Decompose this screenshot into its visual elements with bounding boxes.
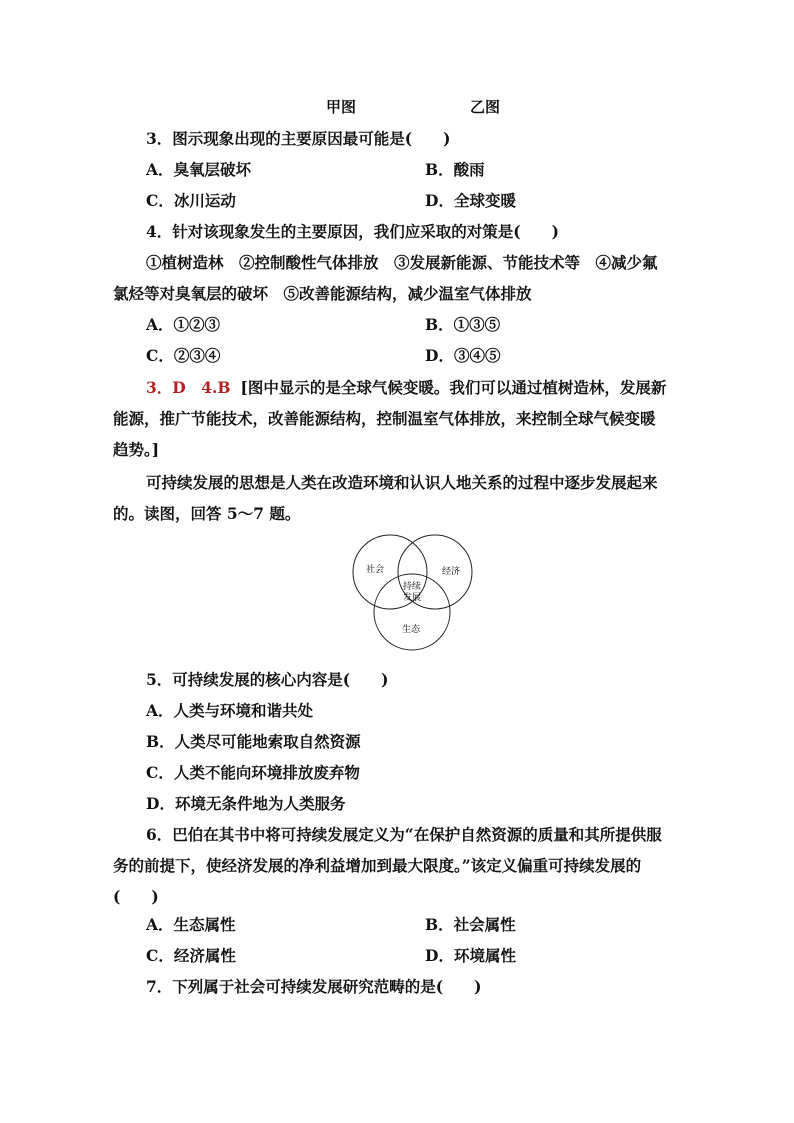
- q4-option-a: A．①②③: [146, 315, 221, 334]
- q6-line1: 6．巴伯在其书中将可持续发展定义为“在保护自然资源的质量和其所提供服: [146, 825, 662, 844]
- q6-option-d: D．环境属性: [425, 946, 516, 965]
- q3-option-c: C．冰川运动: [146, 191, 236, 210]
- label-center-2: 发展: [403, 593, 422, 603]
- q3-option-b: B．酸雨: [425, 160, 485, 179]
- q4-option-b: B．①③⑤: [425, 315, 501, 334]
- q3-option-d: D．全球变暖: [425, 191, 516, 210]
- q5-option-b: B．人类尽可能地索取自然资源: [146, 732, 361, 751]
- q3-stem: 3．图示现象出现的主要原因最可能是( ): [146, 129, 451, 148]
- q6-line3: ( ): [113, 887, 159, 906]
- caption-left: 甲图: [326, 98, 357, 116]
- q6-option-b: B．社会属性: [425, 915, 516, 934]
- label-economy: 经济: [442, 567, 461, 577]
- q4-items-line1: ①植树造林 ②控制酸性气体排放 ③发展新能源、节能技术等 ④减少氟: [146, 253, 658, 272]
- label-society: 社会: [366, 565, 385, 575]
- q5-stem: 5．可持续发展的核心内容是( ): [146, 670, 389, 689]
- q5-option-c: C．人类不能向环境排放废弃物: [146, 763, 360, 782]
- answer-34-line2: 能源，推广节能技术，改善能源结构，控制温室气体排放，来控制全球气候变暖: [113, 409, 656, 428]
- answer-34-line3: 趋势。]: [113, 440, 160, 459]
- q7-stem: 7．下列属于社会可持续发展研究范畴的是( ): [146, 977, 482, 996]
- venn-diagram: [346, 532, 480, 656]
- intro-line1: 可持续发展的思想是人类在改造环境和认识人地关系的过程中逐步发展起来: [146, 473, 658, 492]
- q6-line2: 务的前提下，使经济发展的净利益增加到最大限度。”该定义偏重可持续发展的: [113, 856, 642, 875]
- q5-option-a: A．人类与环境和谐共处: [146, 701, 314, 720]
- q6-option-c: C．经济属性: [146, 946, 236, 965]
- intro-line2: 的。读图，回答 5～7 题。: [113, 504, 301, 523]
- label-center-1: 持续: [403, 582, 422, 592]
- q4-items-line2: 氯烃等对臭氧层的破坏 ⑤改善能源结构，减少温室气体排放: [113, 284, 532, 303]
- q4-option-c: C．②③④: [146, 346, 221, 365]
- q5-option-d: D．环境无条件地为人类服务: [146, 794, 346, 813]
- caption-right: 乙图: [470, 98, 501, 116]
- answer-34-line1: [146, 378, 666, 398]
- q6-option-a: A．生态属性: [146, 915, 236, 934]
- q3-option-a: A．臭氧层破坏: [146, 160, 252, 179]
- answer-explanation-1: [图中显示的是全球气候变暖。我们可以通过植树造林，发展新: [240, 378, 667, 397]
- q4-option-d: D．③④⑤: [425, 346, 501, 365]
- label-ecology: 生态: [402, 625, 421, 635]
- q4-stem: 4．针对该现象发生的主要原因，我们应采取的对策是( ): [146, 222, 559, 241]
- answer-key: 3．D 4.B: [146, 378, 231, 397]
